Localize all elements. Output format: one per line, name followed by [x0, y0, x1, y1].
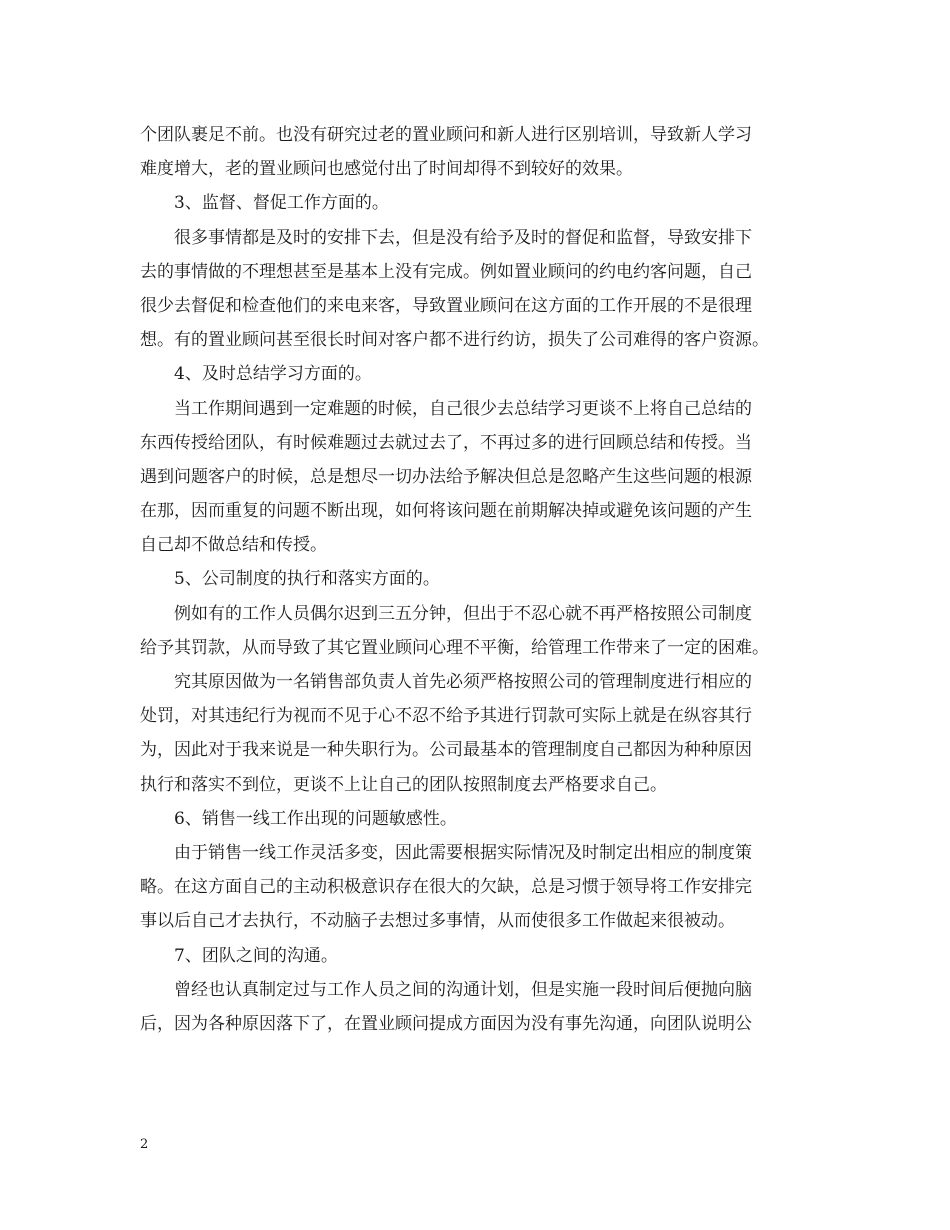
text-line: 由于销售一线工作灵活多变，因此需要根据实际情况及时制定出相应的制度策 — [174, 842, 752, 863]
text-line: 3、监督、督促工作方面的。 — [174, 193, 389, 214]
text-line: 去的事情做的不理想甚至是基本上没有完成。例如置业顾问的约电约客问题，自己 — [140, 261, 752, 282]
text-line: 5、公司制度的执行和落实方面的。 — [174, 569, 440, 590]
text-line: 个团队裹足不前。也没有研究过老的置业顾问和新人进行区别培训，导致新人学习 — [140, 125, 752, 145]
text-line: 自己却不做总结和传授。 — [140, 535, 327, 556]
text-line: 很少去督促和检查他们的来电来客，导致置业顾问在这方面的工作开展的不是很理 — [140, 295, 752, 316]
text-line: 曾经也认真制定过与工作人员之间的沟通计划，但是实施一段时间后便抛向脑 — [174, 979, 752, 1000]
text-line: 4、及时总结学习方面的。 — [174, 364, 372, 385]
text-line: 事以后自己才去执行，不动脑子去想过多事情，从而使很多工作做起来很被动。 — [140, 911, 735, 932]
text-line: 6、销售一线工作出现的问题敏感性。 — [174, 808, 457, 829]
text-line: 遇到问题客户的时候，总是想尽一切办法给予解决但总是忽略产生这些问题的根源 — [140, 466, 752, 487]
text-line: 究其原因做为一名销售部负责人首先必须严格按照公司的管理制度进行相应的 — [174, 672, 752, 692]
text-line: 在那，因而重复的问题不断出现，如何将该问题在前期解决掉或避免该问题的产生 — [140, 501, 752, 522]
text-line: 很多事情都是及时的安排下去，但是没有给予及时的督促和监督，导致安排下 — [174, 227, 752, 248]
text-line: 后，因为各种原因落下了，在置业顾问提成方面因为没有事先沟通，向团队说明公 — [140, 1013, 752, 1034]
document-body — [140, 118, 812, 1041]
text-line: 为，因此对于我来说是一种失职行为。公司最基本的管理制度自己都因为种种原因 — [140, 740, 752, 761]
text-line: 处罚，对其违纪行为视而不见于心不忍不给予其进行罚款可实际上就是在纵容其行 — [140, 706, 752, 727]
text-line: 略。在这方面自己的主动积极意识存在很大的欠缺，总是习惯于领导将工作安排完 — [140, 877, 752, 898]
text-line: 当工作期间遇到一定难题的时候，自己很少去总结学习更谈不上将自己总结的 — [174, 398, 752, 419]
text-line: 东西传授给团队，有时候难题过去就过去了，不再过多的进行回顾总结和传授。当 — [140, 432, 752, 453]
text-line: 给予其罚款，从而导致了其它置业顾问心理不平衡，给管理工作带来了一定的困难。 — [140, 637, 769, 658]
page-number: 2 — [140, 1137, 149, 1152]
text-line: 执行和落实不到位，更谈不上让自己的团队按照制度去严格要求自己。 — [140, 774, 667, 795]
text-line: 想。有的置业顾问甚至很长时间对客户都不进行约访，损失了公司难得的客户资源。 — [140, 330, 769, 351]
text-line: 例如有的工作人员偶尔迟到三五分钟，但出于不忍心就不再严格按照公司制度 — [174, 603, 752, 624]
text-line: 7、团队之间的沟通。 — [174, 945, 338, 966]
text-line: 难度增大，老的置业顾问也感觉付出了时间却得不到较好的效果。 — [140, 159, 633, 180]
